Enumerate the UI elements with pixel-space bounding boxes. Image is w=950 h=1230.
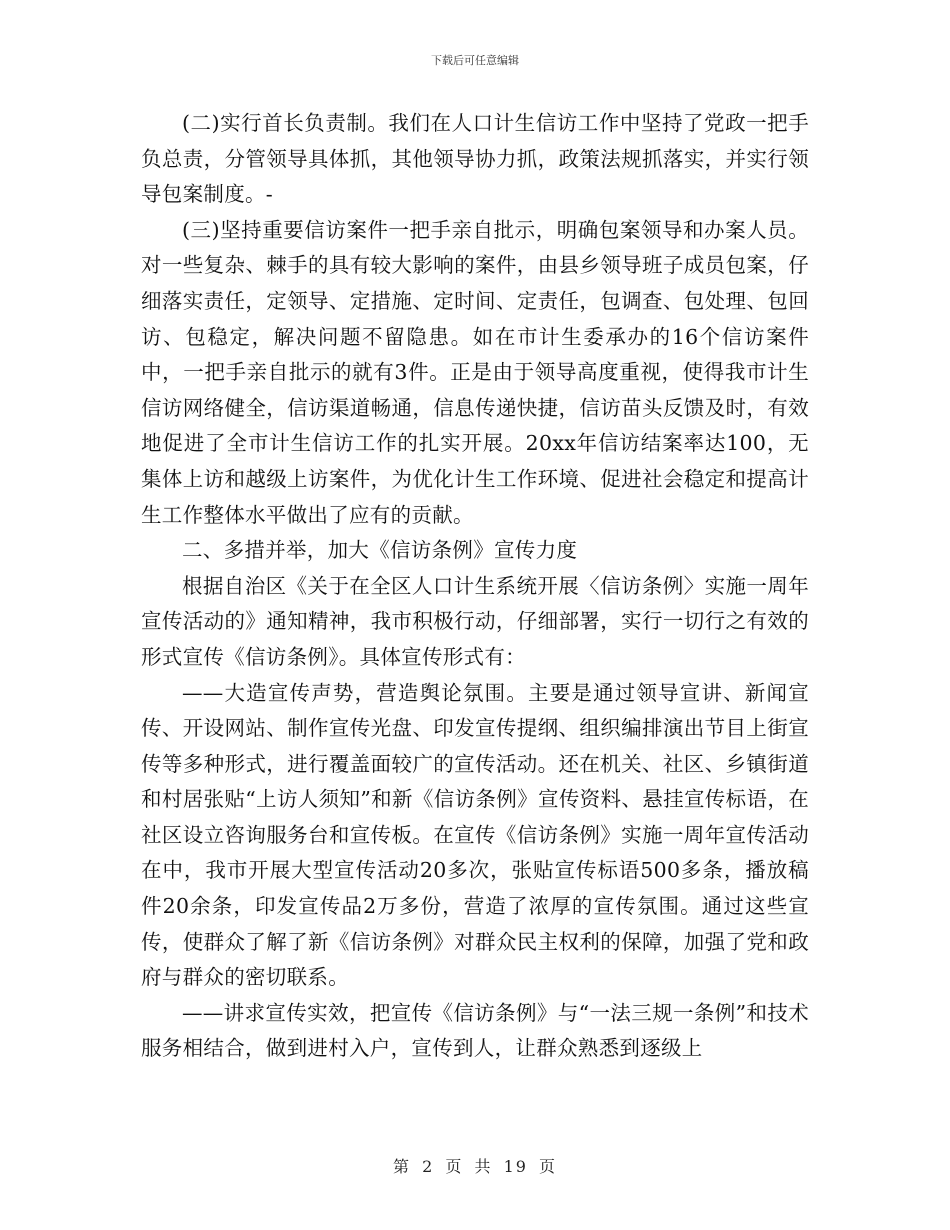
paragraph-publicity-momentum: ——大造宣传声势，营造舆论氛围。主要是通过领导宣讲、新闻宣传、开设网站、制作宣传光盘、印发宣传提纲、组织编排演出节目上街宣传等多种形式，进行覆盖面较广的宣传活动。还在机关、社区、乡镇街道和村居张贴“上访人须知”和新《信访条例》宣传资料、悬挂宣传标语，在社区设立咨询服务台和宣传板。在宣传《信访条例》实施一周年宣传活动在中，我市开展大型宣传活动20多次，张贴宣传标语500多条，播放稿件20余条，印发宣传品2万多份，营造了浓厚的宣传氛围。通过这些宣传，使群众了解了新《信访条例》对群众民主权利的保障，加强了党和政府与群众的密切联系。 xyxy=(141,680,809,990)
footer-page-word: 页 xyxy=(445,1157,464,1176)
section-heading-publicity: 二、多措并举，加大《信访条例》宣传力度 xyxy=(182,538,578,563)
page-footer xyxy=(0,1154,950,1177)
paragraph-publicity-intro: 根据自治区《关于在全区人口计生系统开展〈信访条例〉实施一周年宣传活动的》通知精神，我市积极行动，仔细部署，实行一切行之有效的形式宣传《信访条例》。具体宣传形式有： xyxy=(141,573,809,669)
page-header-note: 下载后可任意编辑 xyxy=(431,54,519,67)
paragraph-key-cases-instruction: (三)坚持重要信访案件一把手亲自批示，明确包案领导和办案人员。对一些复杂、棘手的具有较大影响的案件，由县乡领导班子成员包案，仔细落实责任，定领导、定措施、定时间、定责任，包调查、包处理、包回访、包稳定，解决问题不留隐患。如在市计生委承办的16个信访案件中，一把手亲自批示的就有3件。正是由于领导高度重视，使得我市计生信访网络健全，信访渠道畅通，信息传递快捷，信访苗头反馈及时，有效地促进了全市计生信访工作的扎实开展。20xx年信访结案率达100，无集体上访和越级上访案件，为优化计生工作环境、促进社会稳定和提高计生工作整体水平做出了应有的贡献。 xyxy=(141,217,809,527)
paragraph-publicity-effectiveness: ——讲求宣传实效，把宣传《信访条例》与“一法三规一条例”和技术服务相结合，做到进村入户，宣传到人，让群众熟悉到逐级上 xyxy=(141,1000,809,1061)
footer-total-prefix: 共 xyxy=(474,1157,493,1176)
paragraph-leadership-responsibility: (二)实行首长负责制。我们在人口计生信访工作中坚持了党政一把手负总责，分管领导具体抓，其他领导协力抓，政策法规抓落实，并实行领导包案制度。- xyxy=(141,111,809,207)
footer-suffix: 页 xyxy=(539,1157,558,1176)
footer-prefix: 第 xyxy=(392,1157,411,1176)
footer-total-pages: 19 xyxy=(503,1157,528,1176)
footer-current-page: 2 xyxy=(422,1157,435,1176)
document-body xyxy=(141,106,809,1067)
